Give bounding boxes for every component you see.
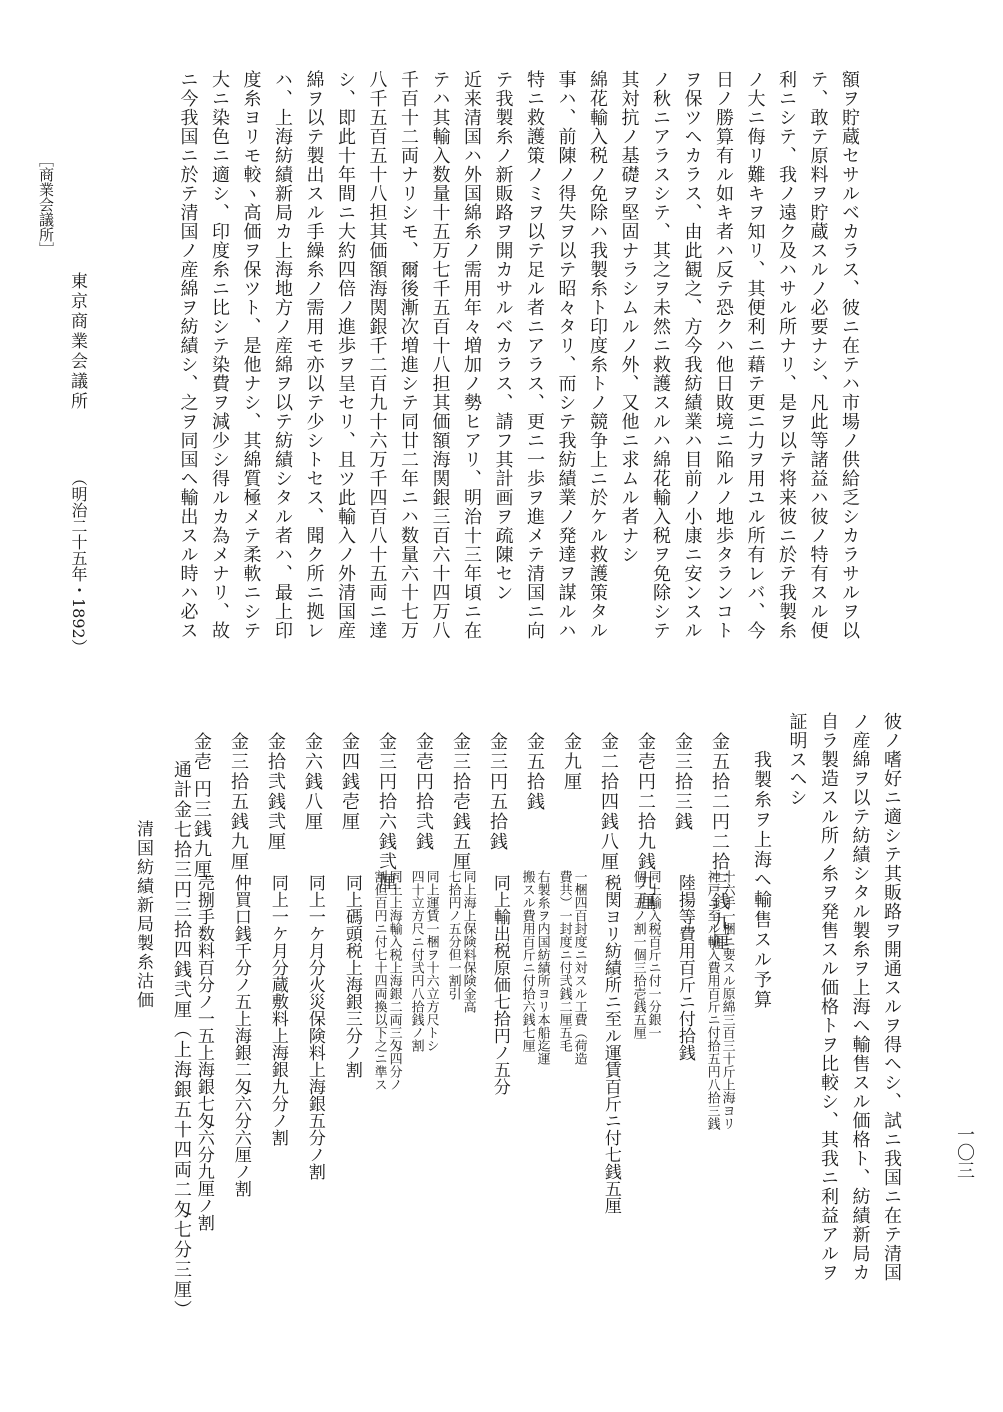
prose-column: 近来清国ハ外国綿糸ノ需用年々増加ノ勢ヒアリ、明治十三年頃ニ在: [461, 70, 482, 640]
prose-column: 利ニシテ、我ノ遠ク及ハサル所ナリ、是ヲ以テ将来彼ニ於テ我製糸: [776, 70, 797, 640]
prose-column: 度糸ヨリモ較ヽ高価ヲ保ツト、是他ナシ、其綿質極メテ柔軟ニシテ: [240, 70, 262, 640]
item-note: 仲買口銭千分ノ五上海銀二匁六分六厘ノ割: [230, 874, 251, 1197]
total-row: 通計金七拾三円三拾四銭弐厘（上海銀五十四両二匁七分三厘）: [171, 760, 192, 1320]
item-note: 搬スル費用百斤ニ付拾六銭七厘: [519, 870, 535, 1052]
item-note: 同上一ケ月分火災保険料上海銀五分ノ割: [304, 874, 325, 1180]
lower-text-block: [40, 712, 920, 1320]
item-note: 陸揚等費用百斤ニ付拾銭: [674, 874, 695, 1061]
item-note: 同上碼頭税上海銀三分ノ割: [341, 874, 362, 1078]
item-amount: 金三拾三銭: [672, 732, 693, 832]
item-note: 七拾円ノ五分但一割引: [445, 870, 461, 1000]
item-amount: 金二拾四銭八厘: [598, 732, 619, 872]
item-amount: 金五拾銭: [524, 732, 545, 812]
item-note: 四十立方尺ニ付弐円八拾銭ノ割: [408, 870, 424, 1052]
subtitle: 清国紡績新局製糸沽価: [133, 820, 153, 1010]
prose-column: テ、敢テ原料ヲ貯蔵スルノ必要ナシ、凡此等諸益ハ彼ノ特有スル便: [807, 70, 829, 640]
item-note: 同上運賃一梱ヲ十六立方尺トシ: [423, 870, 439, 1052]
prose-column: 綿花輸入税ノ免除ハ我製糸ト印度糸トノ競争上ニ於ケル救護策タル: [587, 70, 608, 640]
item-amount: 金壱 円三銭九厘: [191, 732, 212, 880]
item-amount: 金五拾二円二拾三銭九厘: [709, 732, 730, 952]
item-note: 一梱四百封度ニ対スル工費（荷造: [571, 870, 587, 1065]
item-amount: 金六銭八厘: [302, 732, 323, 832]
item-note: 個二五ノ割一個三拾壱銭五厘: [630, 870, 646, 1039]
prose-column: 其対抗ノ基礎ヲ堅固ナラシムルノ外、又他ニ求ムル者ナシ: [618, 70, 640, 564]
prose-column: 日ノ勝算有ル如キ者ハ反テ恐クハ他日敗境ニ陥ルノ地歩タランコト: [713, 70, 734, 640]
item-amount: 金三拾壱銭五厘: [450, 732, 471, 872]
intro-column: 証明スヘシ: [786, 712, 808, 807]
intro-column: 自ラ製造スル所ノ糸ヲ発售スル価格トヲ比較シ、其我ニ利益アルヲ: [818, 712, 839, 1282]
item-note: 費共）一封度ニ付弐銭二厘五毛: [556, 870, 572, 1052]
item-note: 同上輸出税原価七拾円ノ五分: [489, 874, 510, 1095]
item-note: 十六手一梱ニ要スル原綿三百三十斤上海ヨリ: [719, 870, 735, 1130]
upper-text-block: [150, 70, 870, 680]
prose-column: 特ニ救護策ノミヲ以テ足ル者ニアラス、更ニ一歩ヲ進メテ清国ニ向: [524, 70, 545, 640]
item-note: 割但百円ニ付七十四両換以下之ニ準ス: [371, 870, 387, 1091]
item-amount: 金九厘: [561, 732, 582, 792]
item-amount: 金壱円二拾九銭九厘: [635, 732, 656, 912]
intro-column: ノ産綿ヲ以テ紡績シタル製糸ヲ上海ヘ輸售スル価格ト、紡績新局カ: [849, 712, 871, 1282]
prose-column: テ我製糸ノ新販路ヲ開カサルベカラス、請フ其計画ヲ疏陳セン: [492, 70, 514, 602]
section-title: 我製糸ヲ上海ヘ輸售スル予算: [751, 750, 772, 1010]
prose-column: シ、即此十年間ニ大約四倍ノ進歩ヲ呈セリ、且ツ此輸入ノ外清国産: [335, 70, 356, 640]
prose-column: テハ其輸入数量十五万七千五百十八担其価額海関銀三百六十四万八: [429, 70, 451, 640]
prose-column: ノ秋ニアラスシテ、其之ヲ未然ニ救護スルハ綿花輸入税ヲ免除シテ: [650, 70, 671, 640]
prose-column: ヲ保ツヘカラス、由此観之、方今我紡績業ハ目前ノ小康ニ安ンスル: [681, 70, 703, 640]
source-label: ［商業会議所］: [37, 152, 55, 257]
publisher-label: 東京商業会議所: [67, 272, 87, 412]
prose-column: ノ大ニ侮リ難キヲ知リ、其便利ニ藉テ更ニ力ヲ用ユル所有レバ、今: [744, 70, 766, 640]
item-amount: 金拾弐銭弐厘: [265, 732, 286, 852]
year-label: （明治二十五年・1892）: [69, 470, 88, 655]
item-amount: 金三円拾六銭弐厘: [376, 732, 397, 892]
item-note: 同上輸入税百斤ニ付一分銀一: [645, 870, 661, 1039]
prose-column: 千百十二両ナリシモ、爾後漸次増進シテ同廿二年ニハ数量六十七万: [398, 70, 419, 640]
item-note: 売捌手数料百分ノ一五上海銀七匁六分九厘ノ割: [193, 874, 214, 1231]
item-note: 同上一ケ月分蔵敷料上海銀九分ノ割: [267, 874, 288, 1146]
item-amount: 金三拾五銭九厘: [228, 732, 249, 872]
item-note: 税関ヨリ紡績所ニ至ル運賃百斤ニ付七銭五厘: [600, 874, 621, 1214]
item-amount: 金壱円拾弐銭: [413, 732, 434, 852]
item-note: 神戸ニ至ル輸入費用百斤ニ付拾五円八拾三銭: [704, 870, 720, 1130]
prose-column: ハ、上海紡績新局カ上海地方ノ産綿ヲ以テ紡績シタル者ハ、最上印: [272, 70, 293, 640]
prose-column: ニ今我国ニ於テ清国ノ産綿ヲ紡績シ、之ヲ同国ヘ輸出スル時ハ必ス: [177, 70, 199, 640]
item-amount: 金三円五拾銭: [487, 732, 508, 852]
prose-column: 額ヲ貯蔵セサルベカラス、彼ニ在テハ市場ノ供給乏シカラサルヲ以: [839, 70, 860, 640]
item-note: 右製糸ヲ内国紡績所ヨリ本船迄運: [534, 870, 550, 1065]
item-note: 同上上海輸入税上海銀二両三匁四分ノ: [386, 870, 402, 1091]
prose-column: 綿ヲ以テ製出スル手繰糸ノ需用モ亦以テ少シトセス、聞ク所ニ拠レ: [303, 70, 325, 640]
intro-column: 彼ノ嗜好ニ適シテ其販路ヲ開通スルヲ得ヘシ、試ニ我国ニ在テ清国: [881, 712, 902, 1282]
prose-column: 事ハ、前陳ノ得失ヲ以テ昭々タリ、而シテ我紡績業ノ発達ヲ謀ルハ: [555, 70, 577, 640]
item-amount: 金四銭壱厘: [339, 732, 360, 832]
item-note: 同上海上保険料保険金高: [460, 870, 476, 1013]
prose-column: 八千五百五十八担其価額海関銀千二百九十六万千四百八十五両ニ達: [366, 70, 388, 640]
page-number: 一〇三: [954, 1125, 975, 1179]
prose-column: 大ニ染色ニ適シ、印度糸ニ比シテ染費ヲ減少シ得ルカ為メナリ、故: [209, 70, 230, 640]
